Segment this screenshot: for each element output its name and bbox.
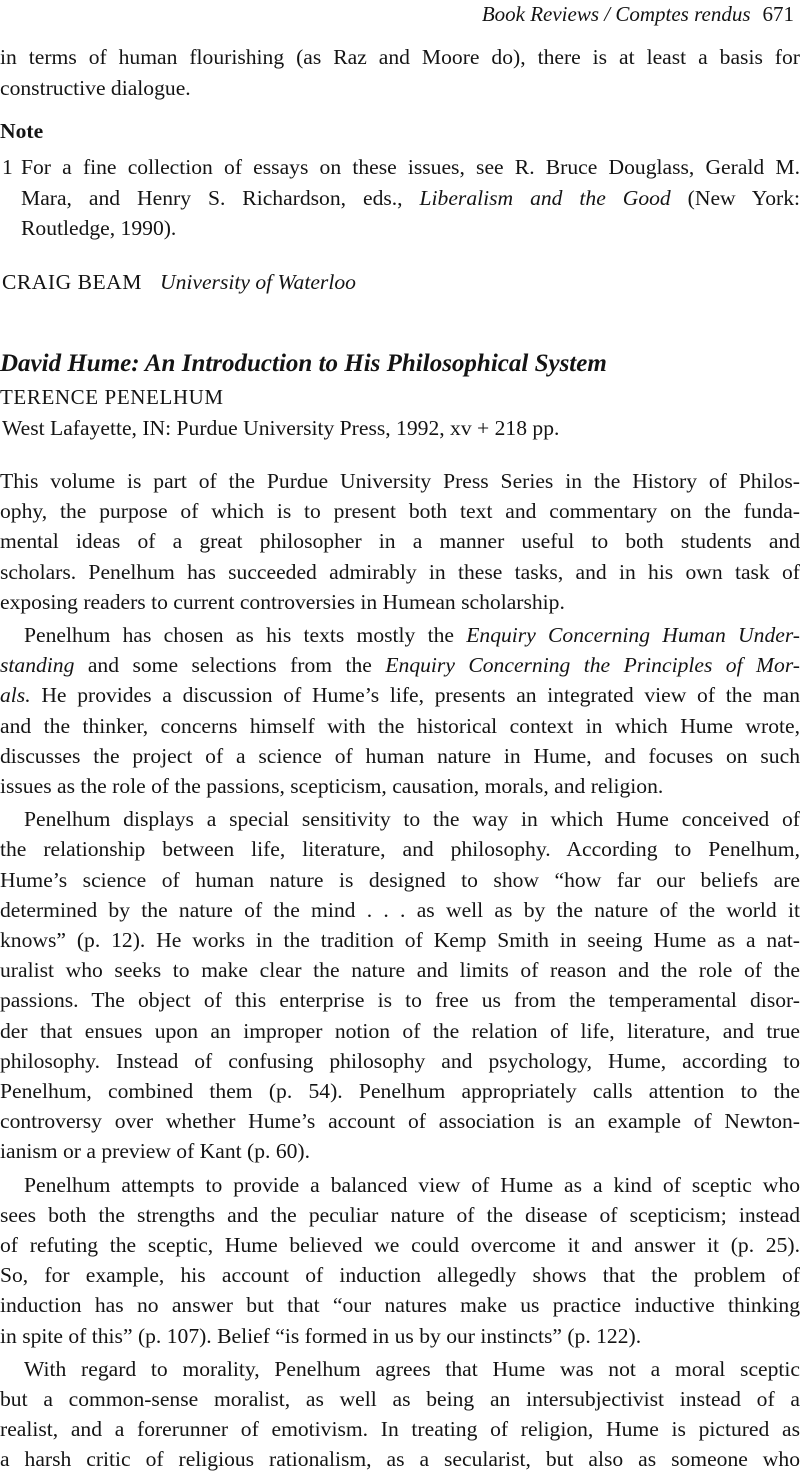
- review-paragraph-1: [0, 466, 800, 617]
- cited-book-title: standing: [0, 653, 75, 678]
- book-author: TERENCE PENELHUM: [0, 385, 224, 409]
- text-line: a harsh critic of religious rationalism, as a secularist, but also as someone who: [0, 1447, 800, 1472]
- reviewer-affiliation: University of Waterloo: [159, 270, 356, 294]
- text-line: in spite of this” (p. 107). Belief “is formed in us by our instincts” (p. 122).: [0, 1323, 642, 1348]
- text-line: der that ensues upon an improper notion of the relation of life, literature, and true: [0, 1018, 800, 1043]
- text-line: [0, 650, 800, 680]
- text-line: So, for example, his account of induction allegedly shows that the problem of: [0, 1263, 800, 1288]
- text-run: (New York:: [670, 185, 800, 210]
- text-line: issues as the role of the passions, scepticism, causation, morals, and religion.: [0, 773, 664, 798]
- footnote-number: 1: [2, 155, 13, 179]
- text-line: passions. The object of this enterprise is to free us from the temperamental disor-: [0, 988, 800, 1013]
- text-line: Penelhum displays a special sensitivity to the way in which Hume conceived of: [24, 807, 800, 832]
- text-line: uralist who seeks to make clear the nature and limits of reason and the role of the: [0, 958, 800, 983]
- cited-book-title: Enquiry Concerning Human Under-: [466, 623, 800, 647]
- text-line: ophy, the purpose of which is to present both text and commentary on the funda-: [0, 499, 800, 524]
- text-line: Hume’s science of human nature is designed to show “how far our beliefs are: [0, 867, 800, 892]
- book-publication: West Lafayette, IN: Purdue University Press, 1992, xv + 218 pp.: [2, 416, 560, 440]
- text-line: Routledge, 1990).: [21, 216, 177, 241]
- text-line: With regard to morality, Penelhum agrees that Hume was not a moral sceptic: [24, 1356, 800, 1381]
- text-line: mental ideas of a great philosopher in a manner useful to both students and: [0, 529, 800, 554]
- text-line: discusses the project of a science of human nature in Hume, and focuses on such: [0, 743, 800, 768]
- review-paragraph-3: [0, 804, 800, 1166]
- text-line: but a common-sense moralist, as well as being an intersubjectivist instead of a: [0, 1386, 800, 1411]
- text-line: determined by the nature of the mind . . . as well as by the nature of the world it: [0, 897, 800, 922]
- text-line: knows” (p. 12). He works in the tradition of Kemp Smith in seeing Hume as a nat-: [0, 927, 800, 952]
- text-run: Penelhum has chosen as his texts mostly the: [24, 623, 467, 647]
- text-line: This volume is part of the Purdue University Press Series in the History of Philos-: [0, 469, 800, 493]
- text-run: He provides a discussion of Hume’s life, presents an integrated view of the man: [30, 683, 800, 708]
- note-heading: Note: [0, 119, 44, 143]
- text-line: [0, 620, 800, 650]
- cited-book-title: Liberalism and the Good: [419, 185, 671, 210]
- text-run: Mara, and Henry S. Richardson, eds.,: [21, 185, 420, 210]
- footnote-text: [21, 152, 800, 244]
- text-line: ianism or a preview of Kant (p. 60).: [0, 1139, 311, 1164]
- text-line: realist, and a forerunner of emotivism. In treating of religion, Hume is pictured as: [0, 1417, 800, 1442]
- text-line: philosophy. Instead of confusing philosophy and psychology, Hume, according to: [0, 1048, 800, 1073]
- cited-book-title: Enquiry Concerning the Principles of Mor-: [385, 653, 800, 678]
- text-line: controversy over whether Hume’s account of association is an example of Newton-: [0, 1109, 800, 1134]
- review-paragraph-4: [0, 1170, 800, 1351]
- text-run: and some selections from the: [74, 653, 386, 678]
- book-title: David Hume: An Introduction to His Philosophical System: [0, 350, 607, 377]
- text-line: For a fine collection of essays on these issues, see R. Bruce Douglass, Gerald M.: [21, 155, 800, 179]
- running-head-title: Book Reviews / Comptes rendus: [481, 2, 751, 26]
- text-line: and the thinker, concerns himself with the historical context in which Hume wrote,: [0, 713, 800, 738]
- text-line: of refuting the sceptic, Hume believed we could overcome it and answer it (p. 25).: [0, 1232, 800, 1257]
- text-line: in terms of human flourishing (as Raz and Moore do), there is at least a basis for: [0, 45, 800, 69]
- review-paragraph-2: [0, 620, 800, 801]
- text-line: Penelhum attempts to provide a balanced view of Hume as a kind of sceptic who: [24, 1172, 800, 1197]
- text-line: constructive dialogue.: [0, 75, 191, 100]
- text-line: sees both the strengths and the peculiar nature of the disease of scepticism; instead: [0, 1202, 800, 1227]
- text-line: the relationship between life, literature, and philosophy. According to Penelhum,: [0, 837, 800, 862]
- prior-review-closing: [0, 42, 800, 103]
- text-line: scholars. Penelhum has succeeded admirably in these tasks, and in his own task of: [0, 559, 800, 584]
- text-line: induction has no answer but that “our natures make us practice inductive thinking: [0, 1293, 800, 1318]
- text-line: [21, 183, 800, 214]
- text-line: exposing readers to current controversies in Humean scholarship.: [0, 589, 565, 614]
- reviewer-name: CRAIG BEAM: [2, 270, 142, 294]
- review-paragraph-5: [0, 1354, 800, 1475]
- text-line: [0, 680, 800, 710]
- text-line: Penelhum, combined them (p. 54). Penelhum appropriately calls attention to the: [0, 1078, 800, 1103]
- page-number: 671: [762, 2, 794, 26]
- running-head: [482, 2, 794, 27]
- reviewer-signature: [2, 270, 356, 295]
- cited-book-title: als.: [0, 683, 31, 708]
